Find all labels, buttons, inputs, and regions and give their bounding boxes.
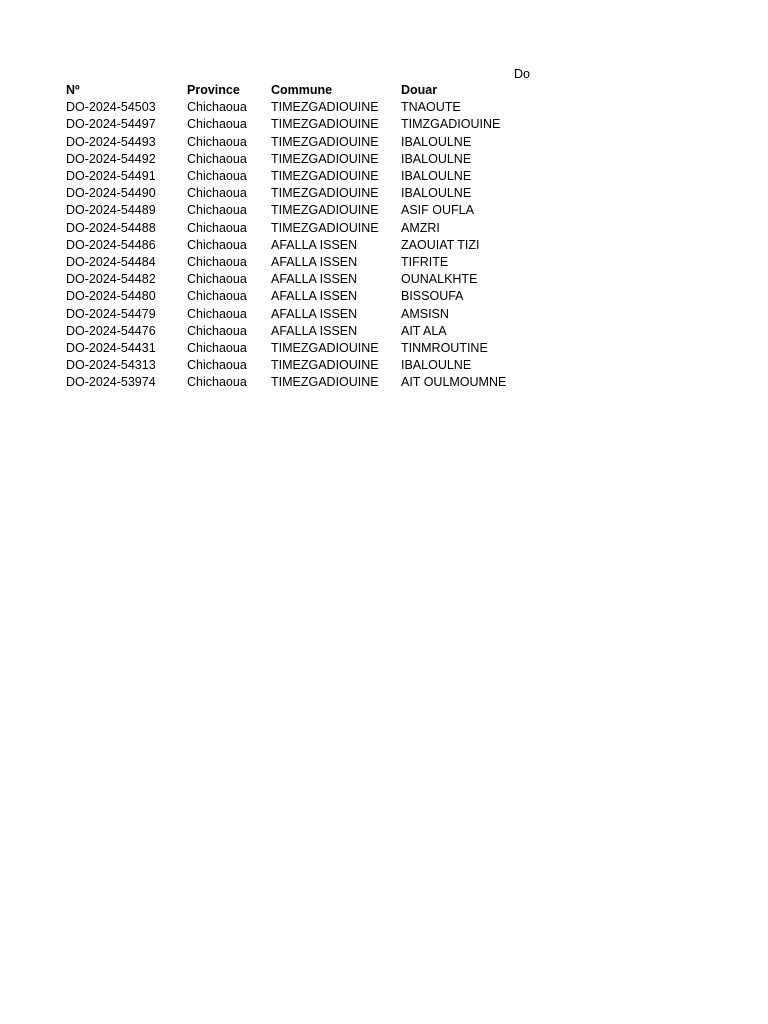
cell-province: Chichaoua [187,151,247,166]
table-row [66,323,561,340]
cell-number: DO-2024-54486 [66,237,156,252]
cell-douar: IBALOULNE [401,169,472,184]
table-row [66,340,561,357]
cell-douar: TIMZGADIOUINE [401,117,501,132]
cell-commune: AFALLA ISSEN [271,255,358,270]
table-row [66,168,561,185]
cell-province: Chichaoua [187,100,247,115]
cell-province: Chichaoua [187,186,247,201]
cell-commune: TIMEZGADIOUINE [271,186,379,201]
cell-number: DO-2024-53974 [66,375,156,390]
table-row [66,116,561,133]
partial-title: Do [514,67,530,81]
cell-commune: AFALLA ISSEN [271,289,358,304]
cell-commune: TIMEZGADIOUINE [271,100,379,115]
table-row [66,271,561,288]
cell-douar: BISSOUFA [401,289,464,304]
cell-number: DO-2024-54479 [66,306,156,321]
cell-province: Chichaoua [187,117,247,132]
cell-number: DO-2024-54492 [66,151,156,166]
cell-commune: TIMEZGADIOUINE [271,341,379,356]
table-row [66,220,561,237]
cell-commune: TIMEZGADIOUINE [271,375,379,390]
cell-douar: ZAOUIAT TIZI [401,237,480,252]
cell-commune: AFALLA ISSEN [271,237,358,252]
cell-commune: TIMEZGADIOUINE [271,169,379,184]
cell-douar: IBALOULNE [401,151,472,166]
cell-number: DO-2024-54491 [66,169,156,184]
cell-douar: AMSISN [401,306,449,321]
cell-commune: TIMEZGADIOUINE [271,151,379,166]
table-body [66,99,561,391]
cell-commune: AFALLA ISSEN [271,323,358,338]
cell-province: Chichaoua [187,358,247,373]
cell-number: DO-2024-54490 [66,186,156,201]
cell-commune: TIMEZGADIOUINE [271,134,379,149]
cell-number: DO-2024-54493 [66,134,156,149]
cell-douar: AIT ALA [401,323,447,338]
cell-province: Chichaoua [187,220,247,235]
cell-douar: IBALOULNE [401,186,472,201]
cell-douar: TINMROUTINE [401,341,488,356]
cell-number: DO-2024-54489 [66,203,156,218]
cell-number: DO-2024-54482 [66,272,156,287]
cell-commune: TIMEZGADIOUINE [271,358,379,373]
cell-douar: AIT OULMOUMNE [401,375,507,390]
table-row [66,254,561,271]
cell-douar: IBALOULNE [401,358,472,373]
table-row [66,357,561,374]
cell-number: DO-2024-54488 [66,220,156,235]
cell-commune: TIMEZGADIOUINE [271,220,379,235]
table-row [66,306,561,323]
table-row [66,151,561,168]
cell-number: DO-2024-54476 [66,323,156,338]
column-header-number: Nº [66,83,80,97]
cell-douar: IBALOULNE [401,134,472,149]
cell-douar: OUNALKHTE [401,272,478,287]
cell-number: DO-2024-54503 [66,100,156,115]
table-row [66,374,561,391]
cell-province: Chichaoua [187,169,247,184]
cell-number: DO-2024-54480 [66,289,156,304]
cell-commune: AFALLA ISSEN [271,306,358,321]
cell-commune: TIMEZGADIOUINE [271,203,379,218]
column-header-douar: Douar [401,83,438,97]
cell-commune: AFALLA ISSEN [271,272,358,287]
cell-province: Chichaoua [187,289,247,304]
cell-douar: TIFRITE [401,255,449,270]
cell-province: Chichaoua [187,306,247,321]
cell-douar: TNAOUTE [401,100,461,115]
table-header-row [66,82,561,99]
table-row [66,134,561,151]
table-row [66,237,561,254]
cell-province: Chichaoua [187,255,247,270]
cell-douar: ASIF OUFLA [401,203,474,218]
table-row [66,185,561,202]
table-row [66,288,561,305]
cell-province: Chichaoua [187,375,247,390]
cell-commune: TIMEZGADIOUINE [271,117,379,132]
cell-number: DO-2024-54484 [66,255,156,270]
cell-number: DO-2024-54313 [66,358,156,373]
cell-province: Chichaoua [187,272,247,287]
cell-province: Chichaoua [187,237,247,252]
cell-province: Chichaoua [187,203,247,218]
column-header-province: Province [187,83,240,97]
cell-province: Chichaoua [187,134,247,149]
column-header-commune: Commune [271,83,333,97]
cell-province: Chichaoua [187,323,247,338]
cell-douar: AMZRI [401,220,440,235]
table-row [66,202,561,219]
records-table [66,82,561,392]
cell-number: DO-2024-54431 [66,341,156,356]
cell-province: Chichaoua [187,341,247,356]
cell-number: DO-2024-54497 [66,117,156,132]
table-row [66,99,561,116]
